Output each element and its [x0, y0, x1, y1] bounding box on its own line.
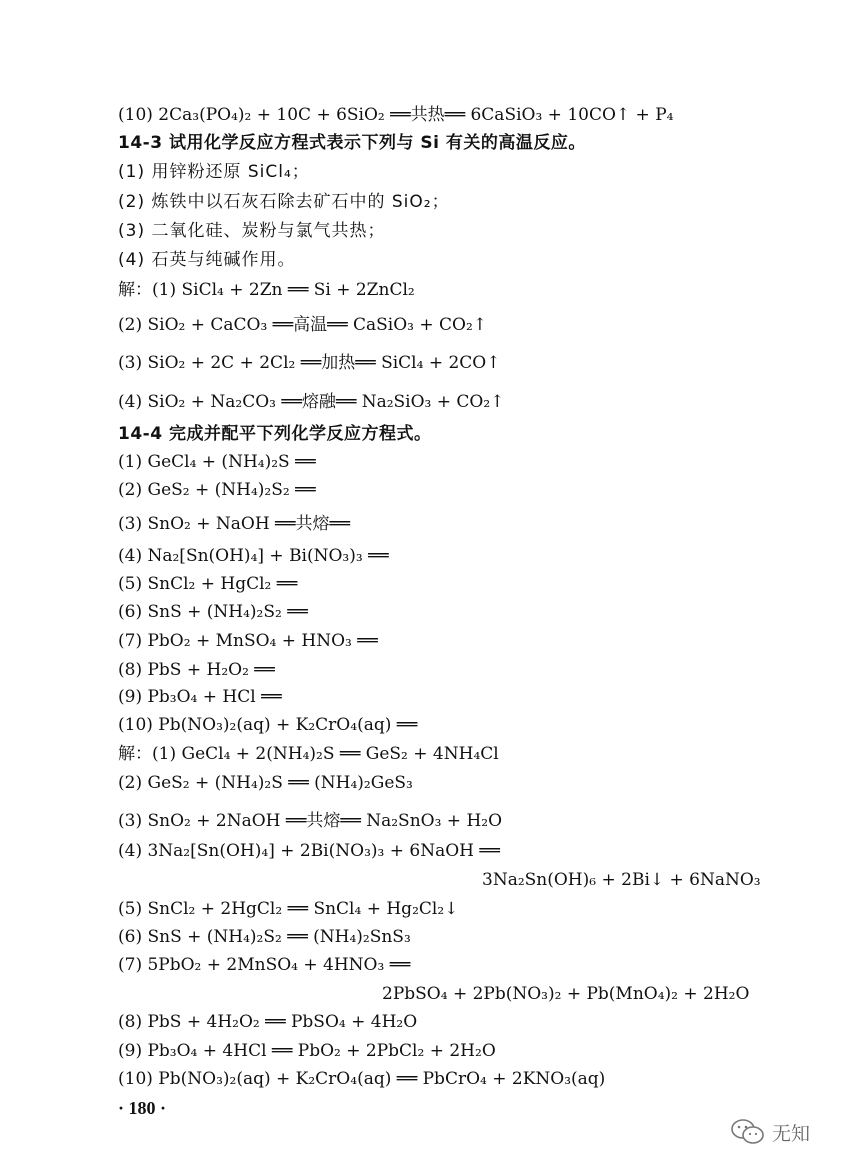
equation-line: (8) PbS + H₂O₂ ══ — [118, 660, 275, 680]
problem-heading: 14-4 完成并配平下列化学反应方程式。 — [118, 424, 432, 444]
equation-line: (3) SiO₂ + 2C + 2Cl₂ ══加热══ SiCl₄ + 2CO↑ — [118, 353, 501, 373]
equation-line: (8) PbS + 4H₂O₂ ══ PbSO₄ + 4H₂O — [118, 1012, 418, 1032]
equation-line: (9) Pb₃O₄ + 4HCl ══ PbO₂ + 2PbCl₂ + 2H₂O — [118, 1041, 496, 1061]
problem-heading: 14-3 试用化学反应方程式表示下列与 Si 有关的高温反应。 — [118, 133, 586, 153]
question-item: (3) 二氧化硅、炭粉与氯气共热； — [118, 221, 386, 241]
equation-line: (10) 2Ca₃(PO₄)₂ + 10C + 6SiO₂ ══共热══ 6CaSiO₃ + 10CO↑ + P₄ — [118, 105, 674, 125]
equation-line: (7) PbO₂ + MnSO₄ + HNO₃ ══ — [118, 631, 378, 651]
equation-line: (4) SiO₂ + Na₂CO₃ ══熔融══ Na₂SiO₃ + CO₂↑ — [118, 392, 505, 412]
equation-continuation: 3Na₂Sn(OH)₆ + 2Bi↓ + 6NaNO₃ — [482, 870, 761, 890]
equation-line: (10) Pb(NO₃)₂(aq) + K₂CrO₄(aq) ══ — [118, 715, 418, 735]
question-item: (2) 炼铁中以石灰石除去矿石中的 SiO₂； — [118, 192, 450, 212]
equation-line: (6) SnS + (NH₄)₂S₂ ══ (NH₄)₂SnS₃ — [118, 927, 411, 947]
watermark-text: 无知 — [772, 1122, 811, 1145]
watermark — [730, 1118, 810, 1146]
equation-line: (6) SnS + (NH₄)₂S₂ ══ — [118, 602, 308, 622]
equation-line: (5) SnCl₂ + HgCl₂ ══ — [118, 574, 298, 594]
answer-line: 解：(1) SiCl₄ + 2Zn ══ Si + 2ZnCl₂ — [118, 280, 415, 300]
answer-line: 解：(1) GeCl₄ + 2(NH₄)₂S ══ GeS₂ + 4NH₄Cl — [118, 744, 499, 764]
equation-line: (2) GeS₂ + (NH₄)₂S ══ (NH₄)₂GeS₃ — [118, 773, 413, 793]
question-item: (1) 用锌粉还原 SiCl₄； — [118, 162, 310, 182]
wechat-icon — [730, 1118, 766, 1146]
equation-line: (9) Pb₃O₄ + HCl ══ — [118, 687, 282, 707]
page-number: · 180 · — [118, 1098, 167, 1118]
equation-continuation: 2PbSO₄ + 2Pb(NO₃)₂ + Pb(MnO₄)₂ + 2H₂O — [382, 984, 750, 1004]
equation-line: (1) GeCl₄ + (NH₄)₂S ══ — [118, 452, 316, 472]
equation-line: (3) SnO₂ + 2NaOH ══共熔══ Na₂SnO₃ + H₂O — [118, 811, 503, 831]
question-item: (4) 石英与纯碱作用。 — [118, 250, 296, 270]
equation-line: (10) Pb(NO₃)₂(aq) + K₂CrO₄(aq) ══ PbCrO₄ + 2KNO₃(aq) — [118, 1069, 606, 1089]
equation-line: (4) 3Na₂[Sn(OH)₄] + 2Bi(NO₃)₃ + 6NaOH ══ — [118, 841, 500, 861]
equation-line: (5) SnCl₂ + 2HgCl₂ ══ SnCl₄ + Hg₂Cl₂↓ — [118, 899, 459, 919]
equation-line: (2) GeS₂ + (NH₄)₂S₂ ══ — [118, 480, 316, 500]
equation-line: (7) 5PbO₂ + 2MnSO₄ + 4HNO₃ ══ — [118, 955, 411, 975]
equation-line: (3) SnO₂ + NaOH ══共熔══ — [118, 514, 350, 534]
equation-line: (4) Na₂[Sn(OH)₄] + Bi(NO₃)₃ ══ — [118, 546, 389, 566]
equation-line: (2) SiO₂ + CaCO₃ ══高温══ CaSiO₃ + CO₂↑ — [118, 315, 488, 335]
